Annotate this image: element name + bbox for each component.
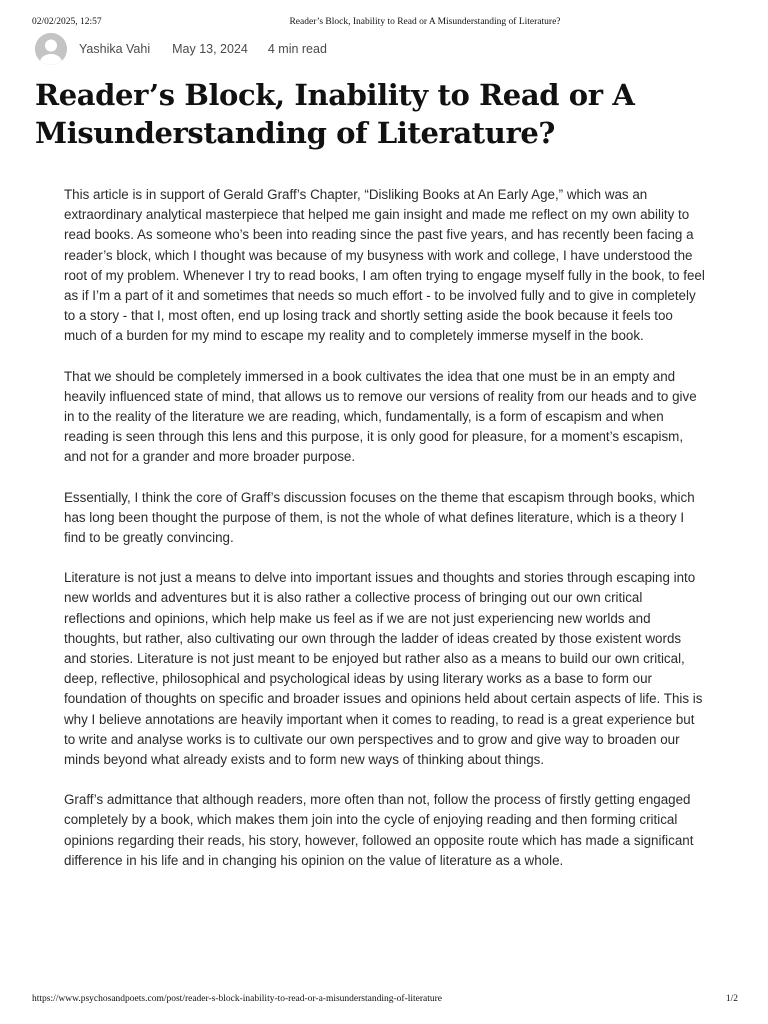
article-title: Reader’s Block, Inability to Read or A Misunderstanding of Literature? <box>35 78 635 150</box>
print-footer <box>32 994 738 1008</box>
author-name[interactable]: Yashika Vahi <box>79 42 151 56</box>
article-paragraph: Essentially, I think the core of Graff’s discussion focuses on the theme that escapism through books, which has long been thought the purpose of them, is not the whole of what defines literature, which is a theory I find to be greatly convincing. <box>64 489 695 546</box>
user-avatar-icon[interactable] <box>35 33 67 65</box>
article-paragraph: That we should be completely immersed in a book cultivates the idea that one must be in an empty and heavily influenced state of mind, that allows us to remove our versions of reality from our heads and to give in to the reality of the literature we are reading, which, fundamentally, is a form of escapism and when reading is seen through this lens and this purpose, it is only good for pleasure, for a moment’s escapism, and not for a grander and more broader purpose. <box>64 368 697 465</box>
print-url: https://www.psychosandpoets.com/post/reader-s-block-inability-to-read-or-a-misunderstanding-of-literature <box>32 994 443 1004</box>
read-time: 4 min read <box>267 42 327 56</box>
post-date: May 13, 2024 <box>172 42 248 56</box>
print-timestamp: 02/02/2025, 12:57 <box>32 17 102 27</box>
print-doc-title: Reader’s Block, Inability to Read or A Misunderstanding of Literature? <box>289 17 561 27</box>
print-header <box>32 17 738 31</box>
article-paragraph: This article is in support of Gerald Graff’s Chapter, “Disliking Books at An Early Age,” which was an extraordinary analytical masterpiece that helped me gain insight and made me reflect on my own ability to read books. As someone who’s been into reading since the past five years, and has recently been facing a reader’s block, which I thought was because of my busyness with work and college, I have understood the root of my problem. Whenever I try to read books, I am often trying to engage myself fully in the book, to feel as if I’m a part of it and sometimes that needs so much effort - to be involved fully and to give in completely to a story - that I, most often, end up losing track and shortly setting aside the book because it feels too much of a burden for my mind to escape my reality and to completely immerse myself in the book. <box>64 187 705 344</box>
post-meta <box>35 33 327 65</box>
page-number: 1/2 <box>725 994 738 1004</box>
article-paragraph: Graff’s admittance that although readers, more often than not, follow the process of firstly getting engaged completely by a book, which makes them join into the cycle of enjoying reading and then forming critical opinions regarding their reads, his story, however, followed an opposite route which has made a significant difference in his life and in changing his opinion on the value of literature as a whole. <box>64 792 694 868</box>
article-body <box>64 185 706 891</box>
article-paragraph: Literature is not just a means to delve into important issues and thoughts and stories through escaping into new worlds and adventures but it is also rather a collective process of bringing out our own critical reflections and opinions, which help make us feel as if we are not just experiencing new worlds and thoughts, but rather, also cultivating our own through the ladder of ideas created by those existent words and stories. Literature is not just meant to be enjoyed but rather also as a means to build our own critical, deep, reflective, philosophical and psychological ideas by using literary works as a base to form our foundation of thoughts on specific and broader issues and opinions held about certain aspects of life. This is why I believe annotations are heavily important when it comes to reading, to read is a great experience but to write and analyse works is to cultivate our own perspectives and to grow and give way to broaden our minds beyond what already exists and to form new ways of thinking about things. <box>64 570 703 768</box>
